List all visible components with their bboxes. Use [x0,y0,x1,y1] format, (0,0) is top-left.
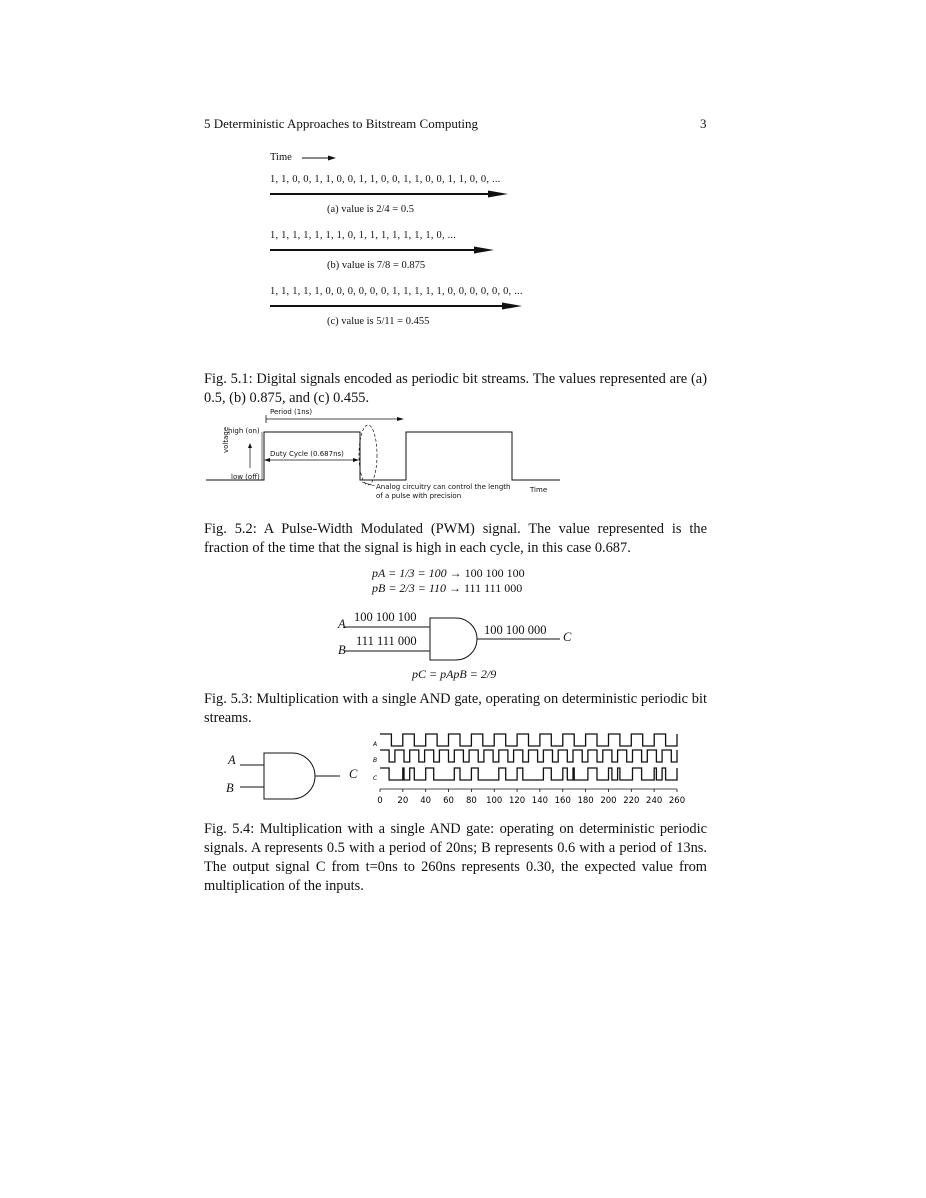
fig53-eq-b-lhs: pB = 2/3 = 110 [372,581,446,595]
fig53-output-bits: 100 100 000 [484,623,547,637]
fig52-low-label: low (off) [231,473,260,481]
x-tick-label: 0 [377,796,383,806]
x-tick-label: 220 [623,796,640,806]
fig53-caption: Fig. 5.3: Multiplication with a single AND gate, operating on deterministic periodic bit streams. [204,691,707,726]
fig53-eq-a-lhs: pA = 1/3 = 100 [372,566,447,580]
fig52-period-label: Period (1ns) [270,408,313,416]
fig53-eq-b: pB = 2/3 = 110 → 111 111 000 [372,581,523,595]
fig54-caption: Fig. 5.4: Multiplication with a single AND gate: operating on deterministic periodic signals. A represents 0.5 with a period of 20ns; B represents 0.6 with a period of 13ns. The output signal C from t=0ns to 260ns represents 0.30, the expected value from multiplication of the inputs. [204,821,707,894]
x-tick-label: 140 [531,796,549,806]
x-tick-label: 180 [577,796,594,806]
fig54-label-c: C [349,767,358,781]
fig53-eq-a: pA = 1/3 = 100 → 100 100 100 [372,566,525,580]
fig53-label-b: B [338,643,346,657]
fig51-stream-a: 1, 1, 0, 0, 1, 1, 0, 0, 1, 1, 0, 0, 1, 1, 0, 0, 1, 1, 0, 0, ... [270,174,501,185]
x-tick-label: 20 [397,796,409,806]
fig53-label-c: C [563,630,572,644]
fig52-analog-note-1: Analog circuitry can control the length [376,483,511,491]
fig53-label-a: A [338,617,346,631]
fig51-caption-c: (c) value is 5/11 = 0.455 [327,316,430,327]
x-tick-label: 80 [465,796,477,806]
fig52-time-label: Time [530,486,548,494]
trace-c [380,768,677,780]
x-tick-label: 120 [508,796,526,806]
page-number: 3 [700,116,707,131]
fig53-eq-c: pC = pApB = 2/9 [412,667,497,681]
fig51-time-label: Time [270,152,292,163]
fig52-high-label: high (on) [228,427,260,435]
fig51-stream-c: 1, 1, 1, 1, 1, 0, 0, 0, 0, 0, 0, 1, 1, 1, 1, 1, 0, 0, 0, 0, 0, 0, ... [270,286,523,297]
fig53-input-a-bits: 100 100 100 [354,610,417,624]
fig52-voltage-label: voltage [222,426,230,453]
trace-label-a: A [373,741,378,748]
fig51-caption-a: (a) value is 2/4 = 0.5 [327,204,414,215]
trace-label-c: C [373,775,378,782]
fig53-eq-b-rhs: 111 111 000 [463,581,523,595]
fig52-caption: Fig. 5.2: A Pulse-Width Modulated (PWM) signal. The value represented is the fraction of the time that the signal is high in each cycle, in this case 0.687. [204,521,707,556]
x-tick-label: 160 [554,796,571,806]
fig52-analog-note-2: of a pulse with precision [376,492,462,500]
x-tick-label: 60 [443,796,454,806]
fig51-caption-b: (b) value is 7/8 = 0.875 [327,260,426,271]
x-tick-label: 260 [668,796,686,806]
x-tick-label: 40 [420,796,432,806]
fig53-input-b-bits: 111 111 000 [356,634,417,648]
fig52-duty-label: Duty Cycle (0.687ns) [270,450,344,458]
fig51-caption: Fig. 5.1: Digital signals encoded as periodic bit streams. The values represented are (a) 0.5, (b) 0.875, and (c) 0.455. [204,371,707,406]
x-tick-label: 100 [486,796,503,806]
fig54-label-a: A [228,753,236,767]
fig51-stream-b: 1, 1, 1, 1, 1, 1, 1, 0, 1, 1, 1, 1, 1, 1, 1, 0, ... [270,230,457,241]
x-tick-label: 240 [646,796,663,806]
trace-label-b: B [373,757,378,764]
fig54-label-b: B [226,781,234,795]
fig53-eq-a-rhs: 100 100 100 [464,566,525,580]
trace-a [380,734,677,746]
x-tick-label: 200 [600,796,617,806]
running-title: 5 Deterministic Approaches to Bitstream Computing [204,116,479,131]
trace-b [380,750,677,762]
